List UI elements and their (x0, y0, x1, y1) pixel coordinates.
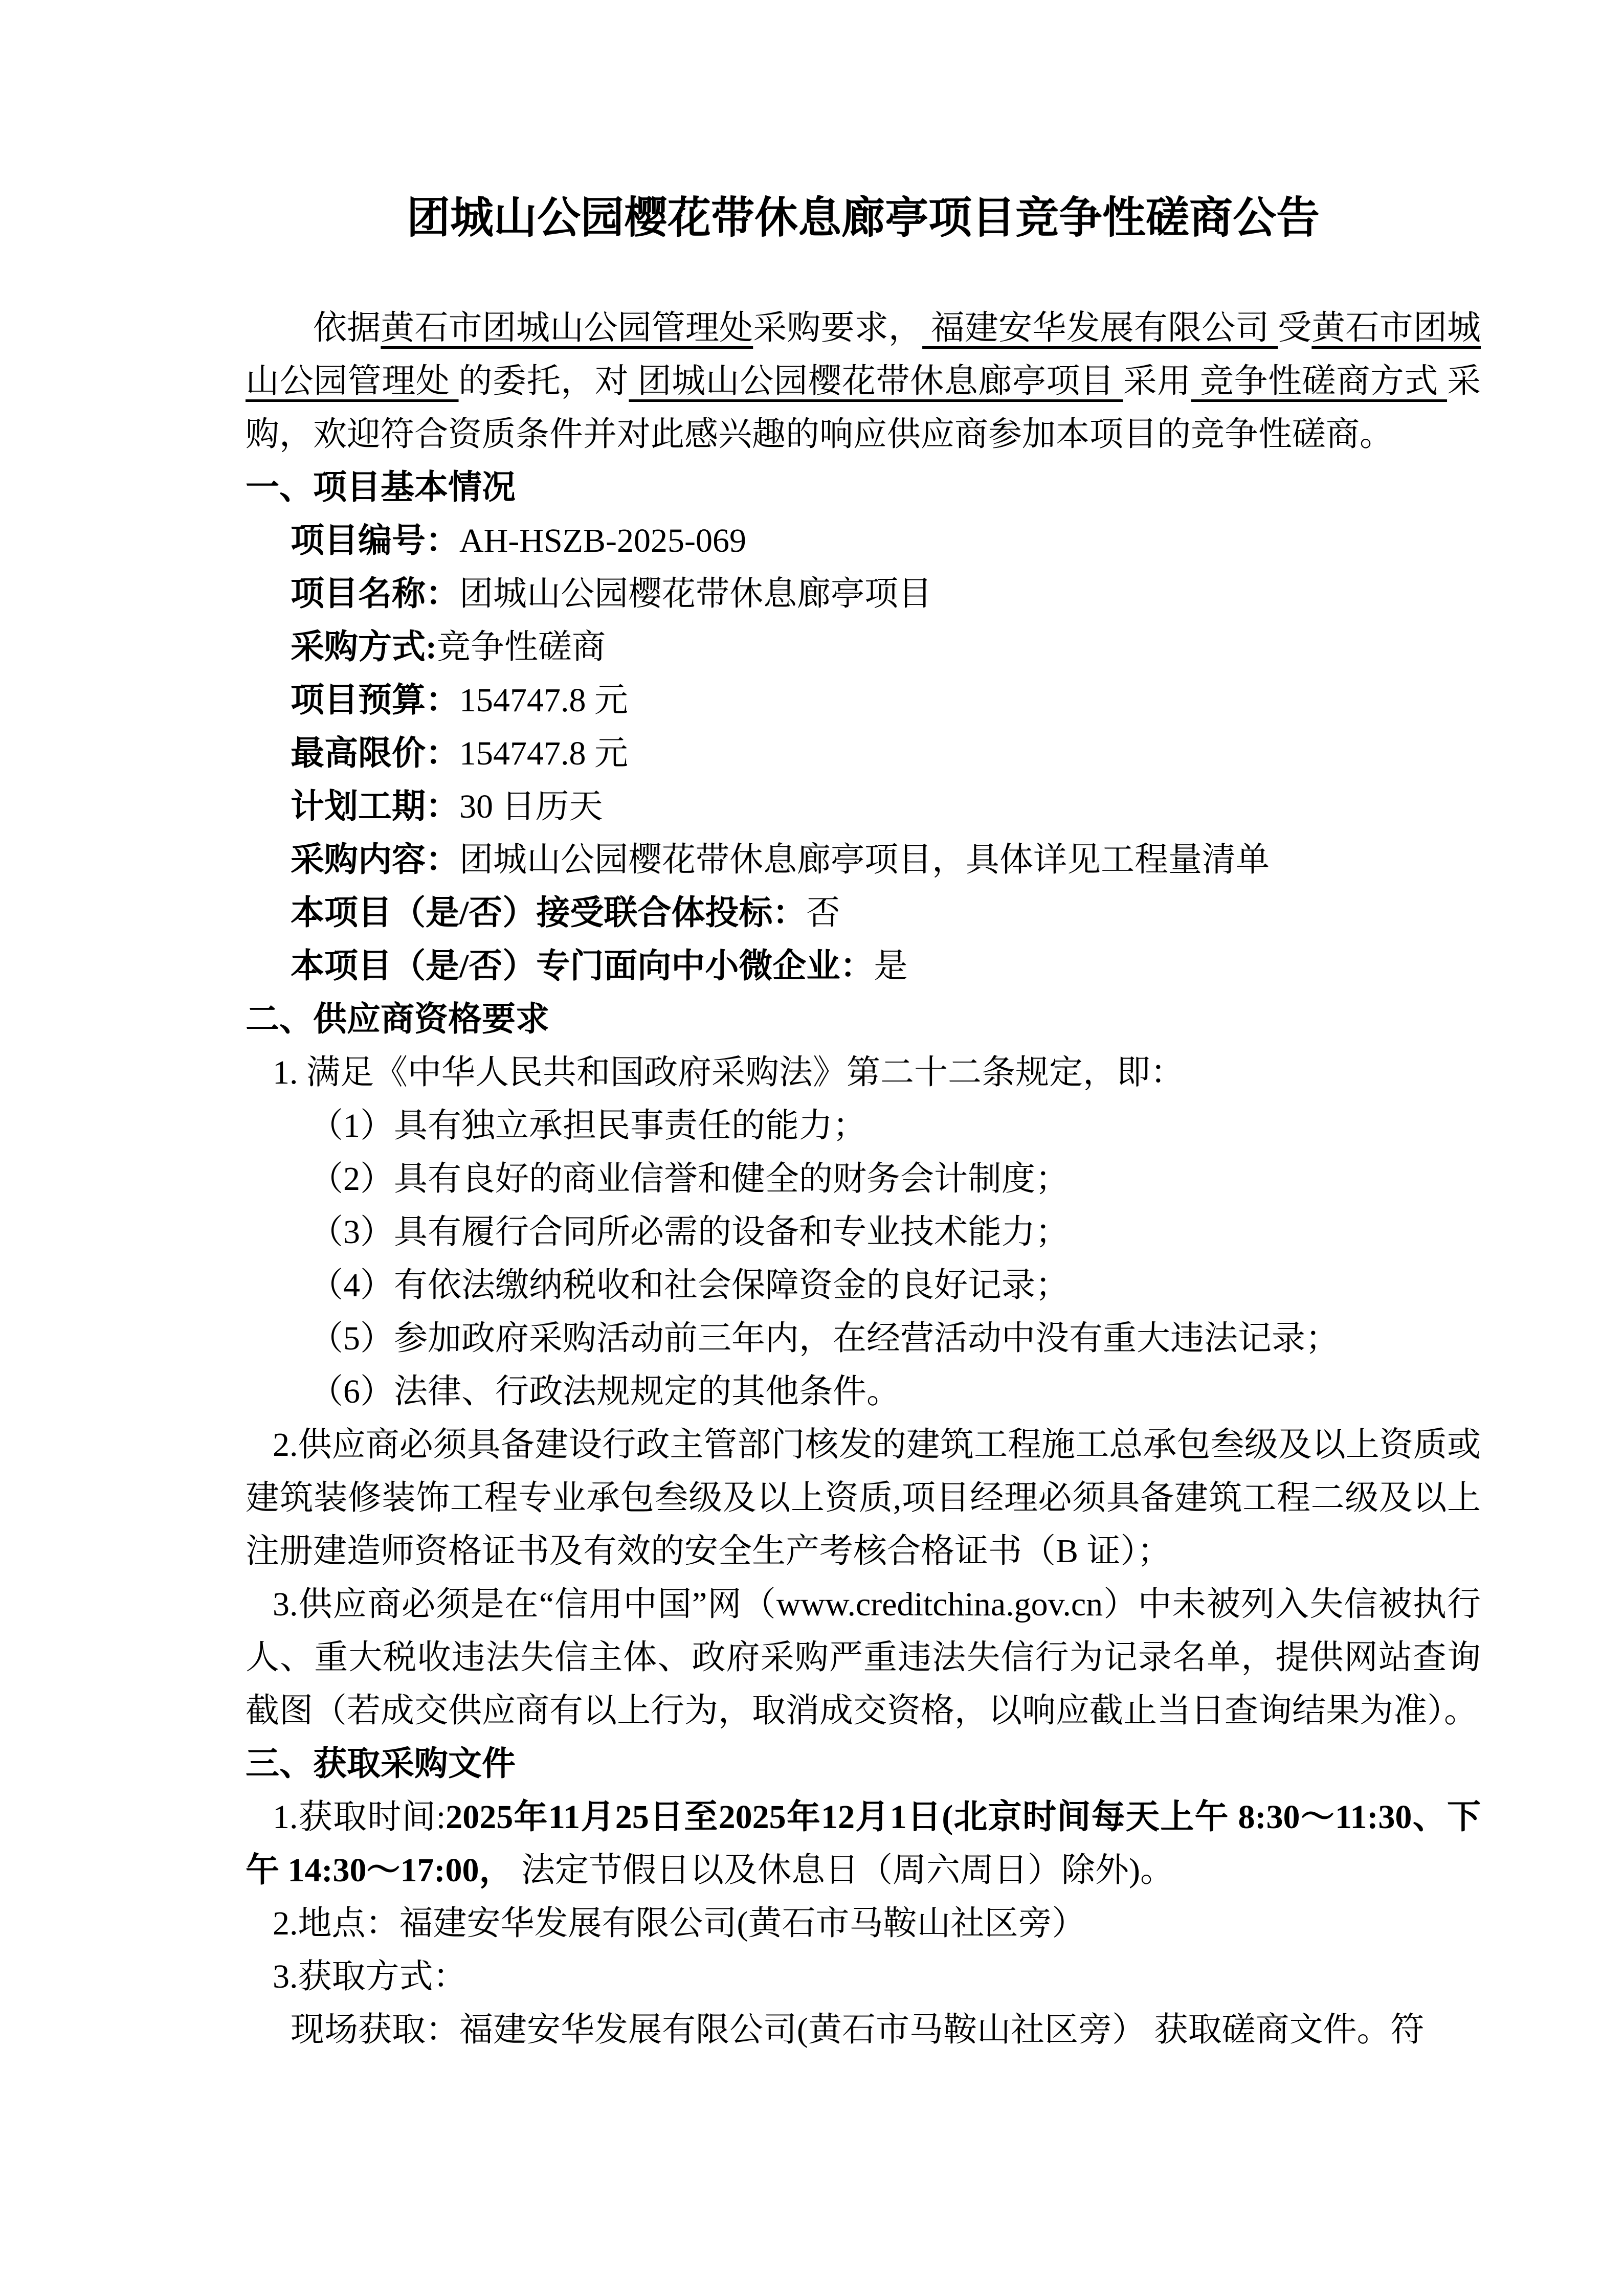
text-run: 三、获取采购文件 (246, 1745, 516, 1783)
text-run: 154747.8 元 (459, 682, 628, 719)
text-run: AH-HSZB-2025-069 (459, 522, 746, 559)
text-run: 受 (1278, 309, 1312, 347)
text-run: 现场获取：福建安华发展有限公司(黄石市马鞍山社区旁） 获取磋商文件。符 (291, 2011, 1425, 2049)
text-run: 采用 (1123, 363, 1191, 400)
text-run: 团城山公园樱花带休息廊亭项目，具体详见工程量清单 (459, 841, 1270, 879)
section-1-heading (246, 461, 1481, 514)
document-obtain-method (273, 1950, 1481, 2004)
document-obtain-onsite (246, 2004, 1481, 2057)
qualification-clause-3 (246, 1578, 1481, 1738)
item-smes-only (291, 940, 1481, 993)
underlined-text: 福建安华发展有限公司 (922, 309, 1278, 347)
text-run: 的委托，对 (458, 363, 629, 400)
text-run: 计划工期： (291, 788, 459, 825)
section-2-heading (246, 993, 1481, 1046)
document-obtain-place (273, 1897, 1481, 1950)
text-run: 依据 (313, 309, 381, 347)
text-run: 项目预算： (291, 682, 459, 719)
text-run: （2）具有良好的商业信誉和健全的财务会计制度； (309, 1160, 1069, 1198)
underlined-text: 黄石市团城山公园管理处 (246, 309, 1481, 400)
item-project-number (291, 514, 1481, 568)
item-project-budget (291, 674, 1481, 727)
qualification-clause-1-5 (309, 1312, 1481, 1365)
item-consortium-bidding (291, 887, 1481, 940)
text-run: 30 日历天 (459, 788, 603, 825)
text-run: 采购方式: (291, 628, 437, 666)
qualification-clause-1-4 (309, 1259, 1481, 1312)
intro-paragraph (246, 302, 1481, 461)
text-run: 本项目（是/否）专门面向中小微企业： (291, 948, 874, 985)
text-run: 采购要求， (753, 309, 923, 347)
text-run: 否 (806, 894, 840, 932)
text-run: 项目名称： (291, 575, 459, 613)
text-run: 本项目（是/否）接受联合体投标： (291, 894, 807, 932)
underlined-text: 黄石市团城山公园管理处 (381, 309, 753, 347)
text-run: （4）有依法缴纳税收和社会保障资金的良好记录； (309, 1267, 1069, 1304)
qualification-clause-1-2 (309, 1153, 1481, 1206)
qualification-clause-1 (273, 1046, 1481, 1099)
underlined-text: 竞争性磋商方式 (1191, 363, 1448, 400)
document-obtain-time (246, 1791, 1481, 1897)
qualification-clause-1-3 (309, 1206, 1481, 1259)
item-procurement-content (291, 834, 1481, 887)
text-run: 是 (874, 948, 908, 985)
text-run: 竞争性磋商 (436, 628, 606, 666)
text-run: 项目编号： (291, 522, 459, 559)
qualification-clause-1-1 (309, 1099, 1481, 1153)
text-run: （5）参加政府采购活动前三年内，在经营活动中没有重大违法记录； (309, 1320, 1339, 1357)
qualification-clause-2 (246, 1419, 1481, 1578)
text-run: 3.获取方式： (273, 1958, 467, 1995)
document-body (246, 302, 1481, 2057)
text-run: 3.供应商必须是在“信用中国”网（www.creditchina.gov.cn）中未被列入失信被执行人、重大税收违法失信主体、政府采购严重违法失信行为记录名单，提供网站查询截图（若成交供应商有以上行为，取消成交资格，以响应截止当日查询结果为准）。 (246, 1586, 1481, 1729)
section-3-heading (246, 1738, 1481, 1791)
item-planned-duration (291, 780, 1481, 834)
text-run: 采购内容： (291, 841, 459, 879)
text-run: 1. 满足《中华人民共和国政府采购法》第二十二条规定，即： (273, 1054, 1184, 1091)
text-run: 2.供应商必须具备建设行政主管部门核发的建筑工程施工总承包叁级及以上资质或建筑装修装饰工程专业承包叁级及以上资质,项目经理必须具备建筑工程二级及以上注册建造师资格证书及有效的安全生产考核合格证书（B 证）； (246, 1426, 1481, 1570)
text-run: （3）具有履行合同所必需的设备和专业技术能力； (309, 1213, 1069, 1251)
page-title: 团城山公园樱花带休息廊亭项目竞争性磋商公告 (406, 194, 1320, 242)
text-run: （6）法律、行政法规规定的其他条件。 (309, 1373, 900, 1410)
text-run: 154747.8 元 (459, 735, 628, 772)
underlined-text: 团城山公园樱花带休息廊亭项目 (629, 363, 1123, 400)
text-run: 2.地点：福建安华发展有限公司(黄石市马鞍山社区旁） (273, 1905, 1086, 1942)
item-price-ceiling (291, 727, 1481, 780)
item-procurement-method (291, 621, 1481, 674)
text-run: 二、供应商资格要求 (246, 1001, 549, 1038)
text-run: 1.获取时间: (273, 1798, 446, 1836)
text-run: 法定节假日以及休息日（周六周日）除外)。 (513, 1852, 1174, 1889)
text-run: 一、项目基本情况 (246, 469, 516, 506)
qualification-clause-1-6 (309, 1365, 1481, 1419)
text-run: （1）具有独立承担民事责任的能力； (309, 1107, 866, 1144)
text-run: 2025年11月25日至2025年12月1日(北京时间每天上午 8:30～11:30、下午 14:30～17:00， (246, 1798, 1481, 1889)
text-run: 团城山公园樱花带休息廊亭项目 (459, 575, 932, 613)
text-run: 最高限价： (291, 735, 459, 772)
text-run: 采购，欢迎符合资质条件并对此感兴趣的响应供应商参加本项目的竞争性磋商。 (246, 363, 1481, 453)
item-project-name (291, 568, 1481, 621)
